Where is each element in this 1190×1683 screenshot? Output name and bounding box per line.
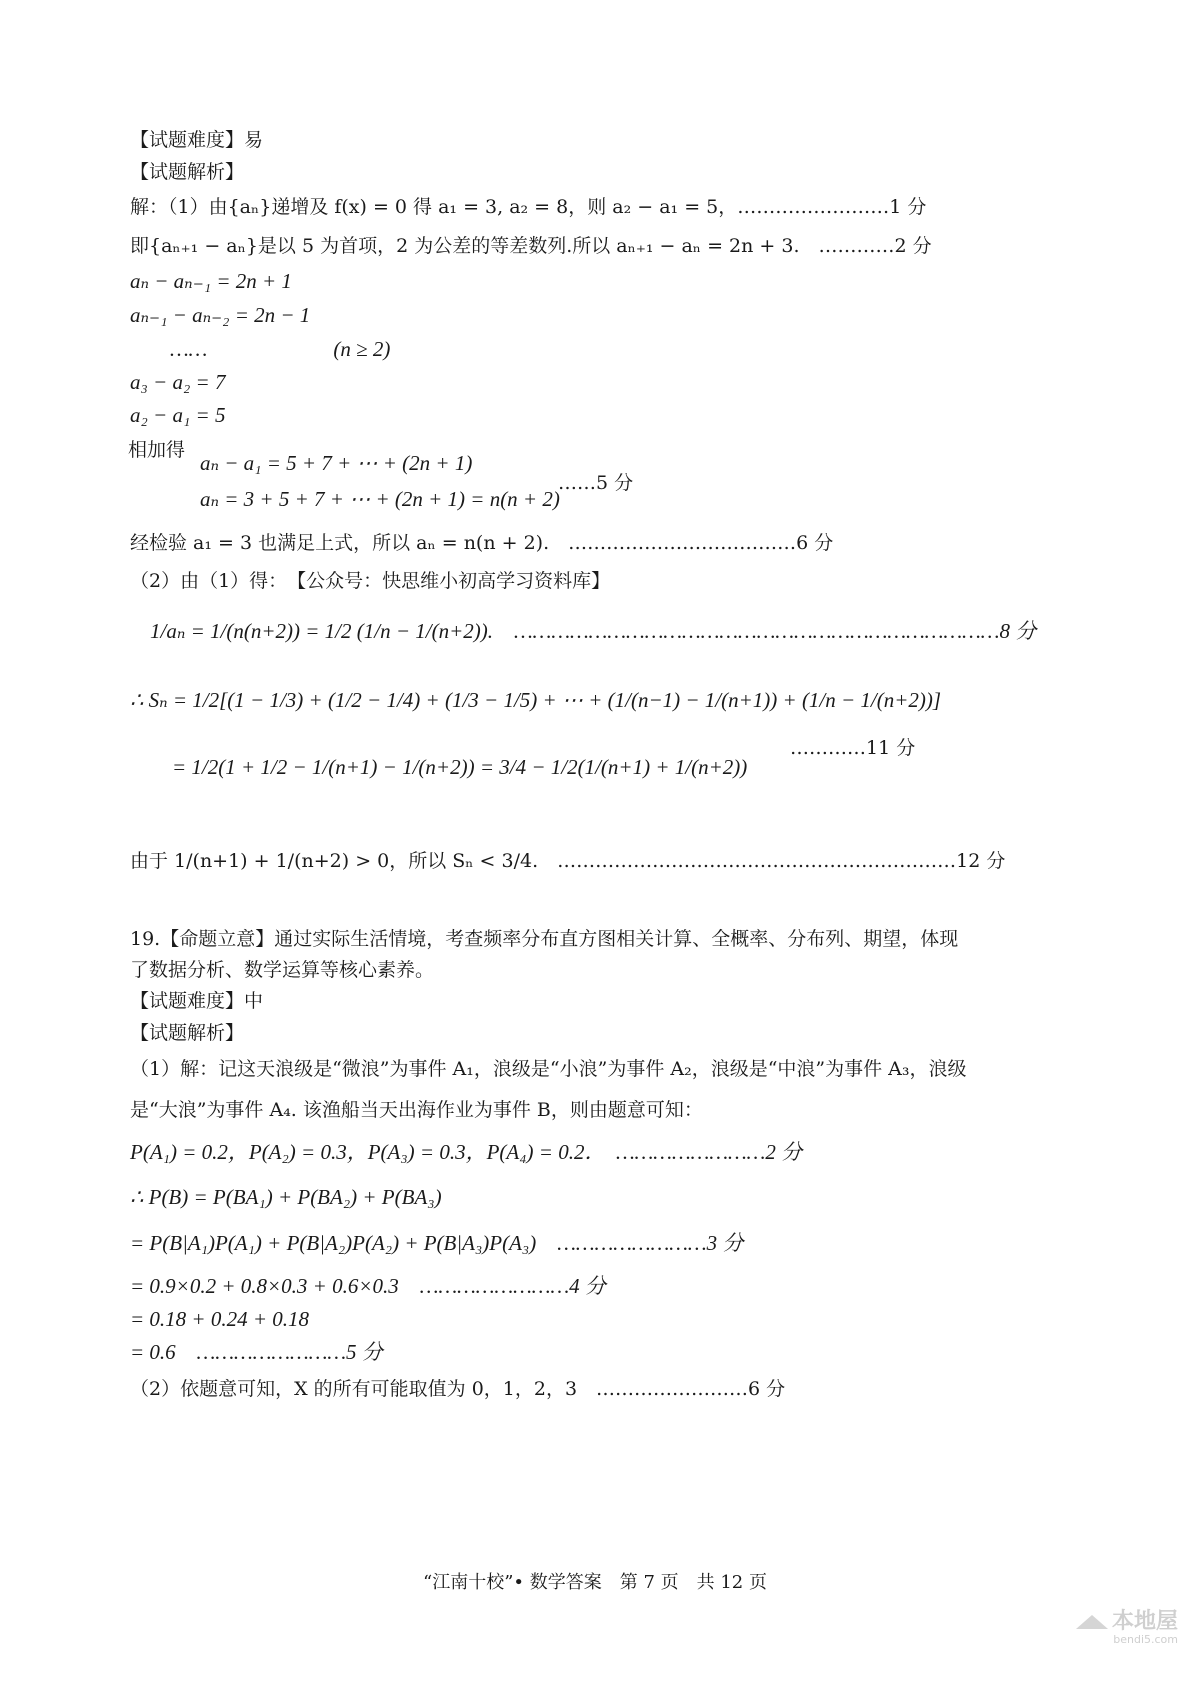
part2-values: （2）依题意可知，X 的所有可能取值为 0，1，2，3 ……………………6 分: [130, 1378, 786, 1400]
verification-line: 经检验 a₁ = 3 也满足上式，所以 aₙ = n(n + 2). ………………………………6 分: [130, 532, 834, 554]
site-watermark: [1076, 1604, 1178, 1646]
sum-label: 相加得: [128, 439, 186, 461]
q19-intent-2: 了数据分析、数学运算等核心素养。: [130, 959, 435, 981]
q19-difficulty: 【试题难度】中: [130, 990, 264, 1012]
conclusion-line: 由于 1/(n+1) + 1/(n+2) > 0，所以 Sₙ < 3/4. ………………………………………………………12 分: [130, 850, 1006, 872]
total-prob-1: ∴ P(B) = P(BA₁) + P(BA₂) + P(BA₃): [130, 1185, 442, 1209]
equation-1: aₙ − aₙ₋₁ = 2n + 1: [130, 269, 292, 293]
total-prob-5: = 0.6 ……………………5 分: [130, 1340, 383, 1364]
solution-line-1: 解：（1）由{aₙ}递增及 f(x) = 0 得 a₁ = 3, a₂ = 8，则 a₂ − a₁ = 5，……………………1 分: [130, 196, 927, 218]
difficulty-line: 【试题难度】易: [130, 129, 264, 151]
q19-events-1: （1）解：记这天浪级是“微浪”为事件 A₁，浪级是“小浪”为事件 A₂，浪级是“中浪”为事件 A₃，浪级: [130, 1058, 967, 1080]
q19-events-2: 是“大浪”为事件 A₄. 该渔船当天出海作业为事件 B，则由题意可知：: [130, 1099, 703, 1121]
sn-simplified: = 1/2(1 + 1/2 − 1/(n+1) − 1/(n+2)) = 3/4 − 1/2(1/(n+1) + 1/(n+2)): [172, 755, 748, 779]
page-footer: “江南十校”• 数学答案 第 7 页 共 12 页: [423, 1572, 767, 1593]
part2-intro: （2）由（1）得： 【公众号：快思维小初高学习资料库】: [130, 570, 611, 592]
total-prob-2: = P(B|A₁)P(A₁) + P(B|A₂)P(A₂) + P(B|A₃)P(A₃) ……………………3 分: [130, 1231, 744, 1255]
probabilities-line: P(A₁) = 0.2，P(A₂) = 0.3，P(A₃) = 0.3，P(A₄) = 0.2． ……………………2 分: [130, 1140, 803, 1164]
total-prob-4: = 0.18 + 0.24 + 0.18: [130, 1307, 310, 1331]
house-icon: [1076, 1615, 1108, 1629]
equation-2: aₙ₋₁ − aₙ₋₂ = 2n − 1: [130, 303, 311, 327]
q19-intent-1: 19.【命题立意】通过实际生活情境，考查频率分布直方图相关计算、全概率、分布列、期望，体现: [130, 928, 959, 950]
ellipsis-condition: …… (n ≥ 2): [170, 337, 391, 361]
equation-3: a₃ − a₂ = 7: [130, 370, 226, 394]
total-prob-3: = 0.9×0.2 + 0.8×0.3 + 0.6×0.3 ……………………4 分: [130, 1274, 606, 1298]
score-5: ……5 分: [558, 472, 634, 494]
sum-equation-1: aₙ − a₁ = 5 + 7 + ⋯ + (2n + 1): [200, 451, 473, 475]
sum-equation-2: aₙ = 3 + 5 + 7 + ⋯ + (2n + 1) = n(n + 2): [200, 487, 560, 511]
watermark-brand: 本地屋: [1111, 1609, 1178, 1634]
watermark-url: bendi5.com: [1113, 1633, 1178, 1646]
solution-line-2: 即{aₙ₊₁ − aₙ}是以 5 为首项，2 为公差的等差数列.所以 aₙ₊₁ − aₙ = 2n + 3. …………2 分: [130, 235, 932, 257]
sn-sum: ∴ Sₙ = 1/2[(1 − 1/3) + (1/2 − 1/4) + (1/3 − 1/5) + ⋯ + (1/(n−1) − 1/(n+1)) + (1/n − 1/(n+2))]: [130, 688, 942, 712]
score-11: …………11 分: [790, 737, 916, 759]
q19-analysis-heading: 【试题解析】: [130, 1022, 245, 1044]
equation-4: a₂ − a₁ = 5: [130, 403, 226, 427]
fraction-decomposition: 1/aₙ = 1/(n(n+2)) = 1/2 (1/n − 1/(n+2)). ……………………………………………………………………8 分: [150, 619, 1037, 643]
analysis-heading: 【试题解析】: [130, 161, 245, 183]
